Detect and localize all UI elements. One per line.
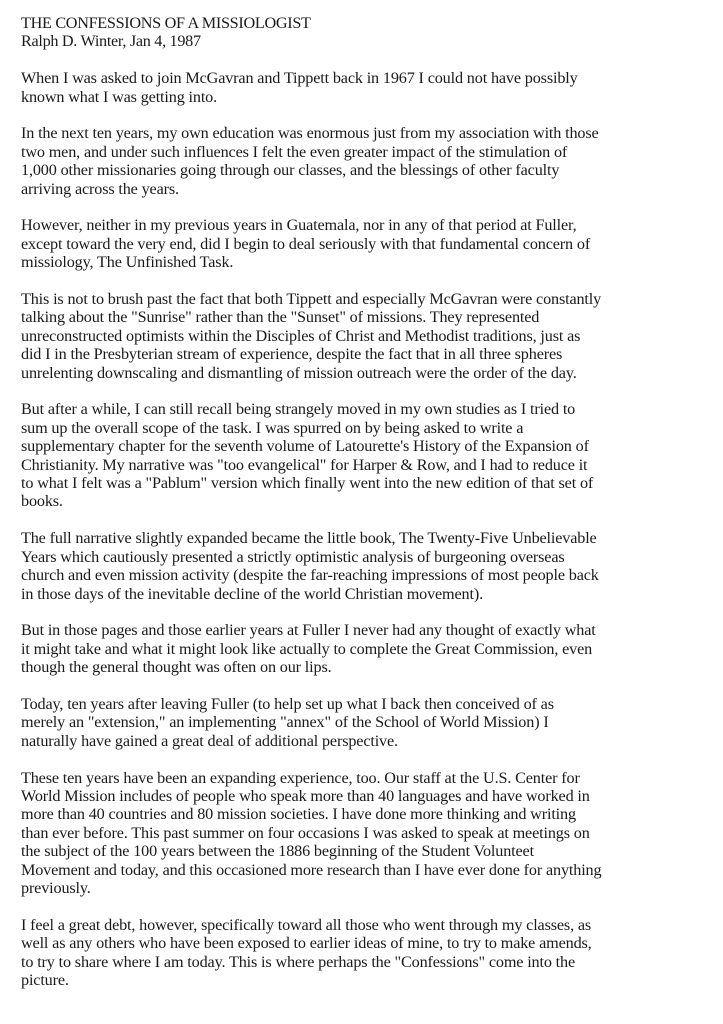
paragraph-line: But after a while, I can still recall being strangely moved in my own studies as I tried to [21,400,576,419]
paragraph-line: When I was asked to join McGavran and Tippett back in 1967 I could not have possibly [21,69,578,88]
paragraph-line: The full narrative slightly expanded became the little book, The Twenty-Five Unbelievable [21,529,597,548]
paragraph [21,216,721,271]
paragraph-line: 1,000 other missionaries going through our classes, and the blessings of other faculty [21,161,560,180]
paragraph-line: naturally have gained a great deal of additional perspective. [21,731,398,750]
paragraph-line: known what I was getting into. [21,87,218,106]
paragraph-line: But in those pages and those earlier years at Fuller I never had any thought of exactly what [21,621,596,640]
document-body [21,69,721,989]
paragraph-line: World Mission includes of people who speak more than 40 languages and have worked in [21,786,590,805]
paragraph-line: unrelenting downscaling and dismantling of mission outreach were the order of the day. [21,363,577,382]
paragraph-line: talking about the "Sunrise" rather than the "Sunset" of missions. They represented [21,308,540,327]
paragraph [21,290,721,382]
paragraph-line: than ever before. This past summer on four occasions I was asked to speak at meetings on [21,823,590,842]
paragraph [21,621,721,676]
paragraph-line: These ten years have been an expanding experience, too. Our staff at the U.S. Center for [21,768,580,787]
paragraph-line: previously. [21,878,91,897]
paragraph [21,529,721,603]
paragraph [21,400,721,510]
paragraph-line: missiology, The Unfinished Task. [21,253,234,272]
paragraph-line: well as any others who have been exposed to earlier ideas of mine, to try to make amends, [21,934,592,953]
paragraph-line: Today, ten years after leaving Fuller (to help set up what I back then conceived of as [21,694,554,713]
paragraph-line: sum up the overall scope of the task. I was spurred on by being asked to write a [21,418,524,437]
paragraph-line: books. [21,492,63,511]
paragraph-line: Christianity. My narrative was "too evangelical" for Harper & Row, and I had to reduce it [21,455,588,474]
paragraph-line: I feel a great debt, however, specifically toward all those who went through my classes, as [21,915,592,934]
paragraph [21,69,721,106]
paragraph-line: the subject of the 100 years between the 1886 beginning of the Student Volunteet [21,842,534,861]
document-byline: Ralph D. Winter, Jan 4, 1987 [21,32,201,51]
paragraph-line: did I in the Presbyterian stream of experience, despite the fact that in all three spheres [21,345,563,364]
paragraph-line: Movement and today, and this occasioned more research than I have ever done for anything [21,860,602,879]
paragraph-line: picture. [21,970,69,989]
paragraph-line: more than 40 countries and 80 mission societies. I have done more thinking and writing [21,805,576,824]
paragraph-line: merely an "extension," an implementing "annex" of the School of World Mission) I [21,713,549,732]
paragraph-line: arriving across the years. [21,179,179,198]
document-header [21,14,721,51]
document-page [21,14,721,989]
paragraph [21,695,721,750]
paragraph-line: In the next ten years, my own education was enormous just from my association with those [21,124,599,143]
paragraph-line: though the general thought was often on our lips. [21,658,332,677]
paragraph-line: Years which cautiously presented a strictly optimistic analysis of burgeoning overseas [21,547,565,566]
paragraph-line: it might take and what it might look like actually to complete the Great Commission, even [21,639,593,658]
paragraph-line: However, neither in my previous years in Guatemala, nor in any of that period at Fuller, [21,216,577,235]
paragraph-line: two men, and under such influences I felt the even greater impact of the stimulation of [21,142,568,161]
paragraph-line: except toward the very end, did I begin to deal seriously with that fundamental concern of [21,234,591,253]
paragraph-line: in those days of the inevitable decline of the world Christian movement). [21,584,483,603]
paragraph-line: This is not to brush past the fact that both Tippett and especially McGavran were constantly [21,290,602,309]
paragraph-line: church and even mission activity (despite the far-reaching impressions of most people back [21,566,599,585]
paragraph [21,124,721,198]
paragraph-line: to try to share where I am today. This is where perhaps the "Confessions" come into the [21,952,576,971]
paragraph-line: supplementary chapter for the seventh volume of Latourette's History of the Expansion of [21,437,589,456]
paragraph-line: to what I felt was a "Pablum" version which finally went into the new edition of that set of [21,474,594,493]
paragraph [21,916,721,990]
paragraph-line: unreconstructed optimists within the Disciples of Christ and Methodist traditions, just as [21,326,581,345]
paragraph [21,769,721,898]
document-title: THE CONFESSIONS OF A MISSIOLOGIST [21,14,311,32]
